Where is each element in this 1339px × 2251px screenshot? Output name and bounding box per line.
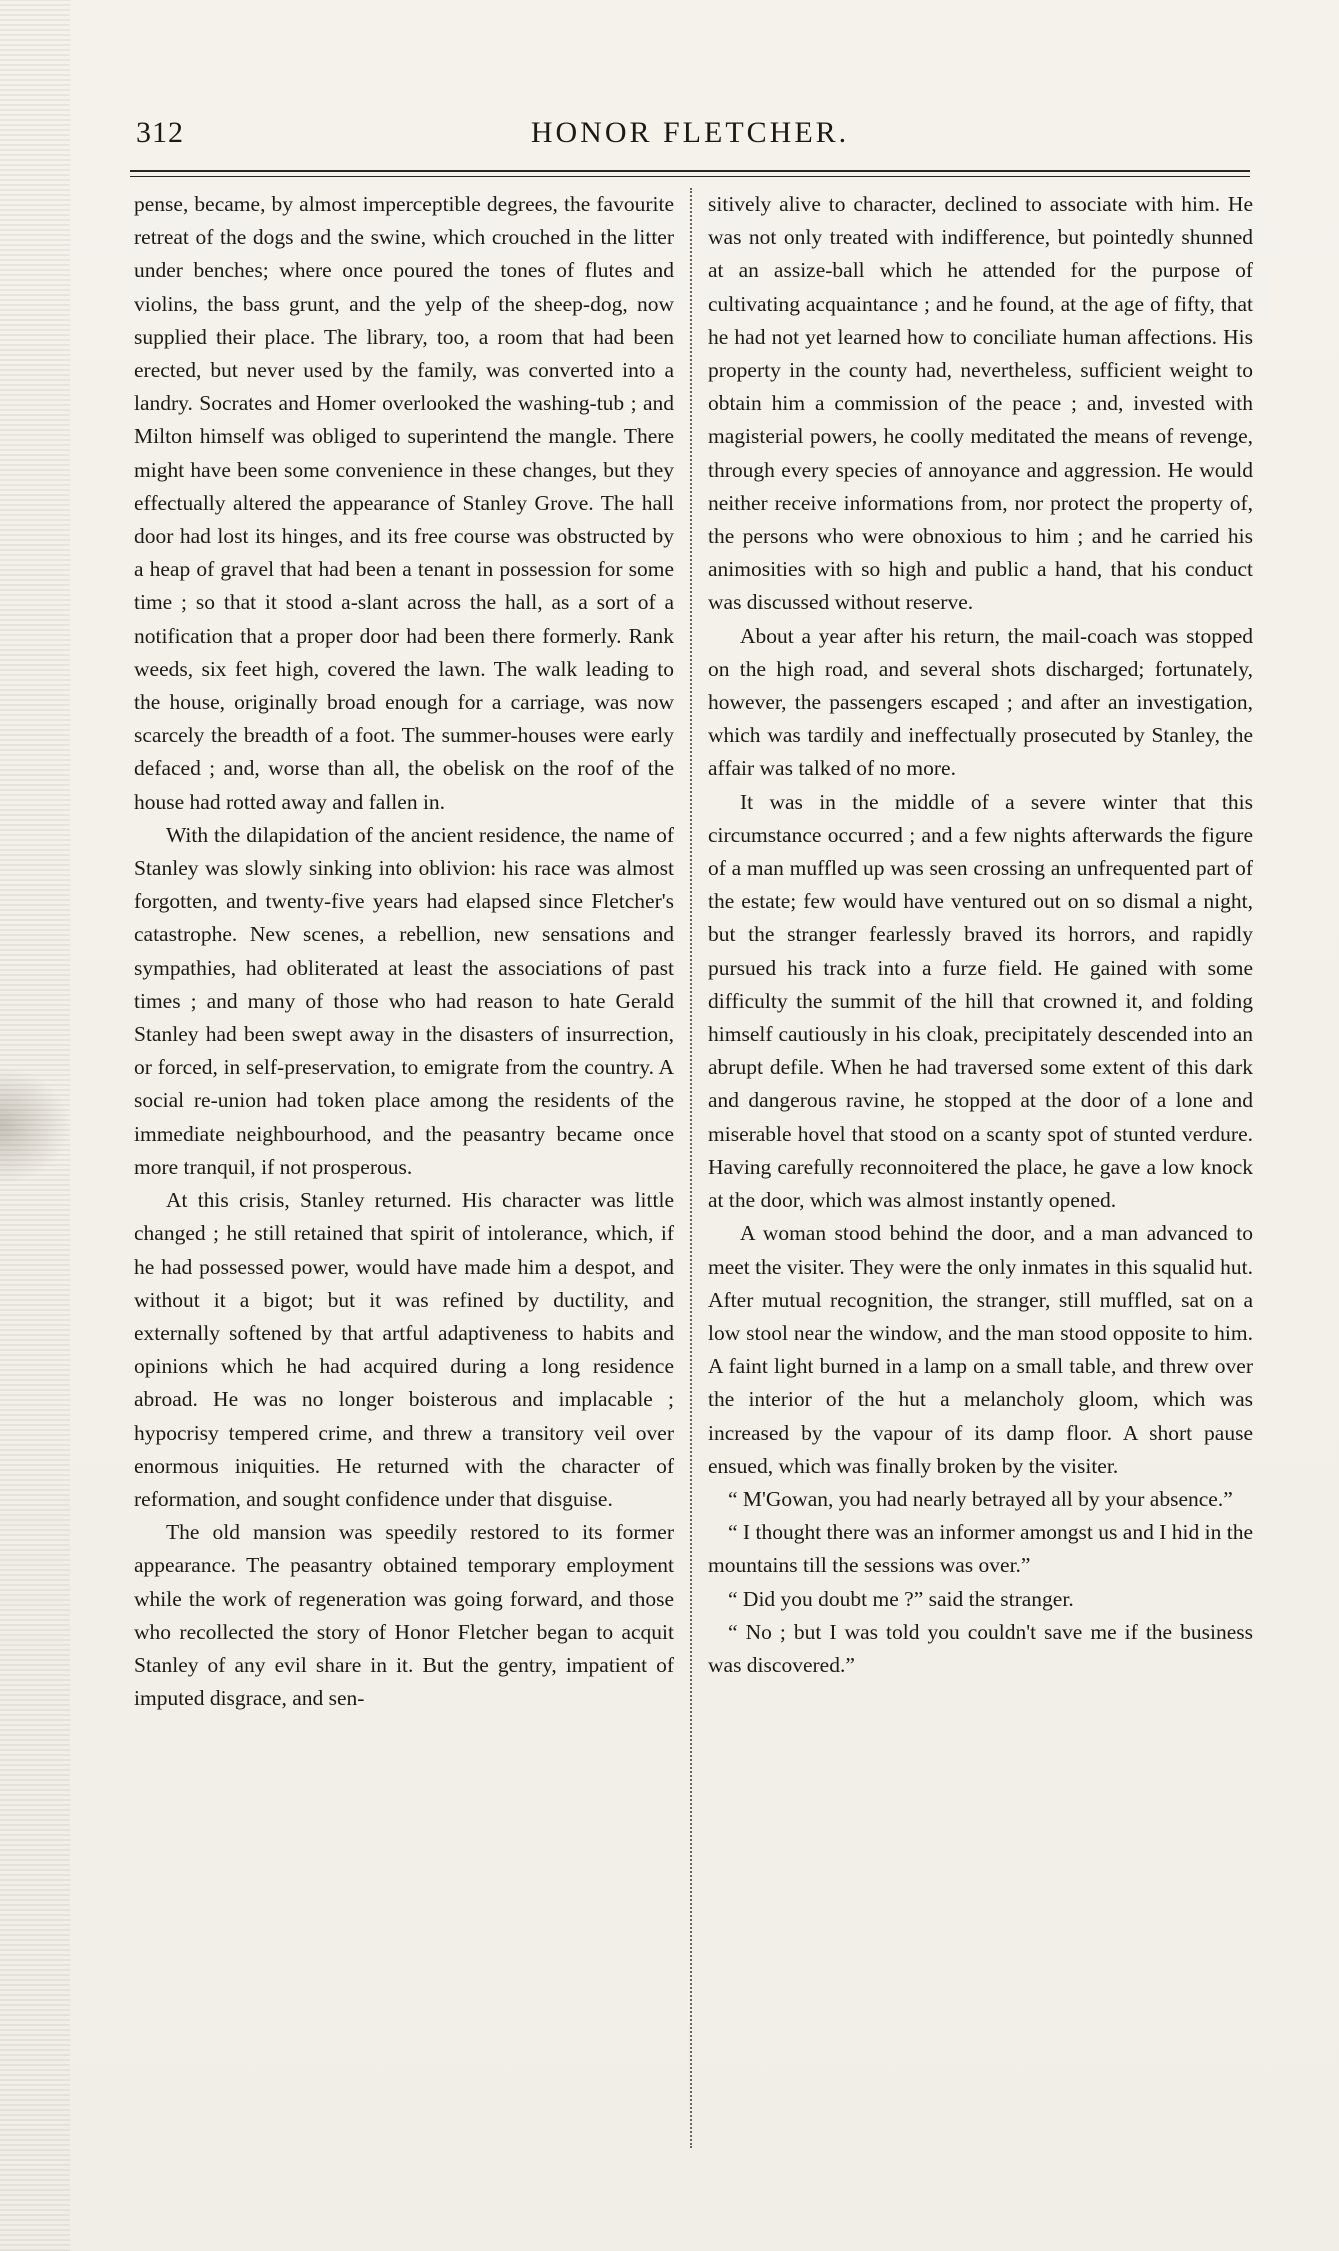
dialogue-line: “ I thought there was an informer amongst us and I hid in the mountains till the sessions was over.” (708, 1520, 1253, 1578)
dialogue-line: “ Did you doubt me ?” said the stranger. (728, 1586, 1074, 1611)
paragraph: About a year after his return, the mail-coach was stopped on the high road, and several shots discharged; fortunately, however, the passengers escaped ; and after an investigation, which was tardily and ineffectually prosecuted by Stanley, the affair was talked of no more. (708, 623, 1253, 781)
page-number: 312 (136, 116, 184, 149)
paragraph: With the dilapidation of the ancient residence, the name of Stanley was slowly sinking into oblivion: his race was almost forgotten, and twenty-five years had elapsed since Fletcher's catastrophe. New scenes, a rebellion, new sensations and sympathies, had obliterated at least the associations of past times ; and many of those who had reason to hate Gerald Stanley had been swept away in the disasters of insurrection, or forced, in self-preservation, to emigrate from the country. A social re-union had token place among the residents of the immediate neighbourhood, and the peasantry became once more tranquil, if not prosperous. (134, 822, 674, 1179)
header-rule (130, 170, 1250, 177)
right-column (708, 188, 1253, 2158)
running-title: HONOR FLETCHER. (530, 116, 850, 149)
column-divider (690, 188, 694, 2148)
left-column (134, 188, 674, 2158)
page-header (130, 112, 1250, 162)
paragraph: A woman stood behind the door, and a man advanced to meet the visiter. They were the only inmates in this squalid hut. After mutual recognition, the stranger, still muffled, sat on a low stool near the window, and the man stood opposite to him. A faint light burned in a lamp on a small table, and threw over the interior of the hut a melancholy gloom, which was increased by the vapour of its damp floor. A short pause ensued, which was finally broken by the visiter. (708, 1221, 1253, 1478)
paragraph: pense, became, by almost imperceptible degrees, the favourite retreat of the dogs and the swine, which crouched in the litter under benches; where once poured the tones of flutes and violins, the bass grunt, and the yelp of the sheep-dog, now supplied their place. The library, too, a room that had been erected, but never used by the family, was converted into a landry. Socrates and Homer overlooked the washing-tub ; and Milton himself was obliged to superintend the mangle. There might have been some convenience in these changes, but they effectually altered the appearance of Stanley Grove. The hall door had lost its hinges, and its free course was obstructed by a heap of gravel that had been a tenant in possession for some time ; so that it stood a-slant across the hall, as a sort of a notification that a proper door had been there formerly. Rank weeds, six feet high, covered the lawn. The walk leading to the house, originally broad enough for a carriage, was now scarcely the breadth of a foot. The summer-houses were early defaced ; and, worse than all, the obelisk on the roof of the house had rotted away and fallen in. (134, 192, 674, 814)
paragraph: It was in the middle of a severe winter that this circumstance occurred ; and a few nights afterwards the figure of a man muffled up was seen crossing an unfrequented part of the estate; few would have ventured out on so dismal a night, but the stranger fearlessly braved its horrors, and rapidly pursued his track into a furze field. He gained with some difficulty the summit of the hill that crowned it, and folding himself cautiously in his cloak, precipitately descended into an abrupt defile. When he had traversed some extent of this dark and dangerous ravine, he stopped at the door of a lone and miserable hovel that stood on a scanty spot of stunted verdure. Having carefully reconnoitered the place, he gave a low knock at the door, which was almost instantly opened. (708, 789, 1253, 1213)
paragraph: sitively alive to character, declined to associate with him. He was not only treated with indifference, but pointedly shunned at an assize-ball which he attended for the purpose of cultivating acquaintance ; and he found, at the age of fifty, that he had not yet learned how to conciliate human affections. His property in the county had, nevertheless, sufficient weight to obtain him a commission of the peace ; and, invested with magisterial powers, he coolly meditated the means of revenge, through every species of annoyance and aggression. He would neither receive informations from, nor protect the property of, the persons who were obnoxious to him ; and he carried his animosities with so high and public a hand, that his conduct was discussed without reserve. (708, 192, 1253, 615)
paragraph: The old mansion was speedily restored to its former appearance. The peasantry obtained temporary employment while the work of regeneration was going forward, and those who recollected the story of Honor Fletcher began to acquit Stanley of any evil share in it. But the gentry, impatient of imputed disgrace, and sen- (134, 1520, 674, 1711)
dialogue-line: “ M'Gowan, you had nearly betrayed all by your absence.” (728, 1486, 1233, 1511)
dialogue-line: “ No ; but I was told you couldn't save me if the business was discovered.” (708, 1619, 1253, 1677)
paragraph: At this crisis, Stanley returned. His character was little changed ; he still retained that spirit of intolerance, which, if he had possessed power, would have made him a despot, and without it a bigot; but it was refined by ductility, and externally softened by that artful adaptiveness to habits and opinions which he had acquired during a long residence abroad. He was no longer boisterous and implacable ; hypocrisy tempered crime, and threw a transitory veil over enormous iniquities. He returned with the character of reformation, and sought confidence under that disguise. (134, 1188, 674, 1511)
scan-shadow-edge (0, 0, 70, 2251)
